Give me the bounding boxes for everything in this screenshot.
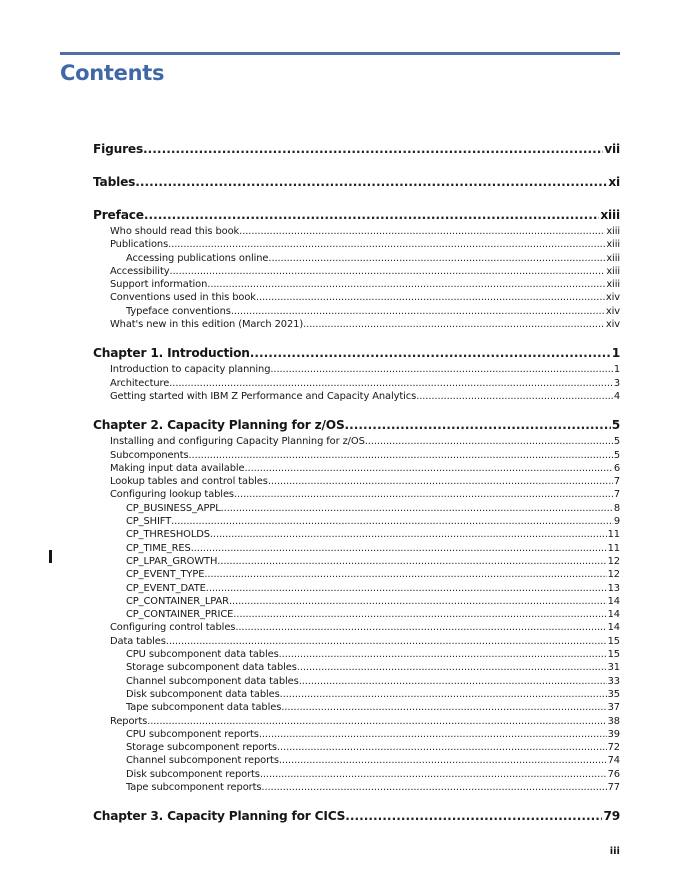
toc-entry[interactable]: What's new in this edition (March 2021) ..... xiv [93,318,620,331]
page-number: iii [609,846,620,857]
toc-subentry[interactable]: Storage subcomponent data tables ..... 31 [93,661,620,674]
revision-change-bar [49,550,52,563]
toc-entry-title: Figures [93,142,144,156]
toc-subentry[interactable]: Tape subcomponent reports ..... 77 [93,781,620,794]
toc-subentry[interactable]: CP_SHIFT ..... 9 [93,515,620,528]
toc-entry[interactable]: Introduction to capacity planning ..... 1 [93,363,620,376]
toc-entry-page: 1 [611,346,620,361]
toc-subentry[interactable]: CP_THRESHOLDS ..... 11 [93,528,620,541]
toc-entry[interactable]: Installing and configuring Capacity Planning for z/OS ..... 5 [93,435,620,448]
toc-subentry[interactable]: Channel subcomponent reports ..... 74 [93,754,620,767]
toc-entry-chapter-2[interactable] [93,415,620,435]
toc-subentry[interactable]: CP_CONTAINER_LPAR ..... 14 [93,595,620,608]
toc-subentry[interactable]: CP_EVENT_TYPE ..... 12 [93,568,620,581]
toc-entry-title: Chapter 2. Capacity Planning for z/OS [93,418,345,433]
toc-entry[interactable]: Conventions used in this book ..... xiv [93,291,620,304]
page-title: Contents [60,61,165,85]
toc-entry-chapter-3[interactable] [93,806,620,826]
table-of-contents [93,139,620,826]
toc-entry[interactable]: Support information ..... xiii [93,278,620,291]
toc-entry[interactable]: Getting started with IBM Z Performance and Capacity Analytics ..... 4 [93,390,620,403]
toc-subentry[interactable]: Disk subcomponent data tables ..... 35 [93,688,620,701]
toc-entry-page: xiii [600,208,620,222]
toc-entry[interactable]: Making input data available ..... 6 [93,462,620,475]
toc-entry[interactable]: Lookup tables and control tables ..... 7 [93,475,620,488]
toc-subentry[interactable]: Storage subcomponent reports ..... 72 [93,741,620,754]
toc-entry[interactable]: Publications ..... xiii [93,238,620,251]
toc-entry-figures[interactable] [93,139,620,159]
toc-subentry[interactable]: CPU subcomponent data tables ..... 15 [93,648,620,661]
toc-entry-title: Preface [93,208,144,222]
toc-subentry[interactable]: CP_LPAR_GROWTH ..... 12 [93,555,620,568]
toc-subentry[interactable]: Disk subcomponent reports ..... 76 [93,768,620,781]
toc-entry-title: Chapter 1. Introduction [93,346,250,361]
toc-subentry[interactable]: Accessing publications online ..... xiii [93,252,620,265]
toc-entry-page: xi [608,175,620,189]
toc-entry-chapter-1[interactable] [93,343,620,363]
toc-subentry[interactable]: CP_TIME_RES ..... 11 [93,542,620,555]
toc-subentry[interactable]: Tape subcomponent data tables ..... 37 [93,701,620,714]
toc-entry[interactable]: Configuring control tables ..... 14 [93,621,620,634]
toc-subentry[interactable]: CPU subcomponent reports ..... 39 [93,728,620,741]
toc-entry[interactable]: Reports ..... 38 [93,715,620,728]
top-rule [60,52,620,55]
toc-entry-page: vii [604,142,620,156]
toc-entry-title: Chapter 3. Capacity Planning for CICS [93,809,346,824]
toc-subentry[interactable]: CP_BUSINESS_APPL ..... 8 [93,502,620,515]
toc-entry[interactable]: Data tables ..... 15 [93,635,620,648]
toc-entry[interactable]: Who should read this book ..... xiii [93,225,620,238]
toc-entry[interactable]: Accessibility ..... xiii [93,265,620,278]
toc-subentry[interactable]: CP_EVENT_DATE ..... 13 [93,582,620,595]
toc-entry-tables[interactable] [93,172,620,192]
toc-subentry[interactable]: Channel subcomponent data tables ..... 33 [93,675,620,688]
toc-entry[interactable]: Configuring lookup tables ..... 7 [93,488,620,501]
toc-entry[interactable]: Subcomponents ..... 5 [93,449,620,462]
toc-subentry[interactable]: Typeface conventions ..... xiv [93,305,620,318]
toc-entry[interactable]: Architecture ..... 3 [93,377,620,390]
toc-subentry[interactable]: CP_CONTAINER_PRICE ..... 14 [93,608,620,621]
toc-entry-page: 5 [611,418,620,433]
toc-entry-title: Tables [93,175,136,189]
toc-entry-page: 79 [603,809,620,824]
toc-entry-preface[interactable] [93,205,620,225]
